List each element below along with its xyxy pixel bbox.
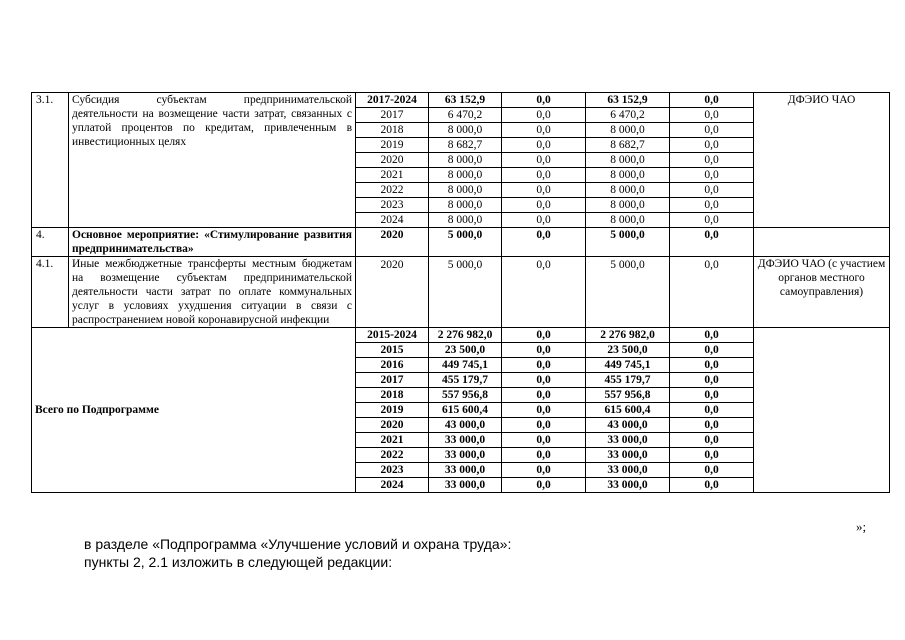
okrug-budget-cell: 43 000,0 bbox=[586, 418, 670, 433]
total-cell: 455 179,7 bbox=[429, 373, 502, 388]
other-sources-cell: 0,0 bbox=[670, 388, 754, 403]
okrug-budget-cell: 8 000,0 bbox=[586, 183, 670, 198]
okrug-budget-cell: 5 000,0 bbox=[586, 228, 670, 257]
other-sources-cell: 0,0 bbox=[670, 228, 754, 257]
year-cell: 2024 bbox=[356, 478, 429, 493]
okrug-budget-cell: 63 152,9 bbox=[586, 93, 670, 108]
okrug-budget-cell: 557 956,8 bbox=[586, 388, 670, 403]
okr-cell: 5 000,0 bbox=[586, 257, 670, 328]
total-cell: 2 276 982,0 bbox=[429, 328, 502, 343]
year-cell: 2015 bbox=[356, 343, 429, 358]
okrug-budget-cell: 6 470,2 bbox=[586, 108, 670, 123]
total-cell: 8 000,0 bbox=[429, 153, 502, 168]
okrug-budget-cell: 8 682,7 bbox=[586, 138, 670, 153]
fed-cell: 0,0 bbox=[502, 257, 586, 328]
other-sources-cell: 0,0 bbox=[670, 168, 754, 183]
total-cell: 449 745,1 bbox=[429, 358, 502, 373]
responsible-executor bbox=[754, 228, 890, 257]
total-cell: 33 000,0 bbox=[429, 448, 502, 463]
total-cell: 6 470,2 bbox=[429, 108, 502, 123]
other-sources-cell: 0,0 bbox=[670, 183, 754, 198]
total-cell: 557 956,8 bbox=[429, 388, 502, 403]
other-sources-cell: 0,0 bbox=[670, 93, 754, 108]
federal-budget-cell: 0,0 bbox=[502, 478, 586, 493]
federal-budget-cell: 0,0 bbox=[502, 183, 586, 198]
item-number: 3.1. bbox=[32, 93, 69, 228]
year-cell: 2020 bbox=[356, 228, 429, 257]
federal-budget-cell: 0,0 bbox=[502, 433, 586, 448]
total-cell: 63 152,9 bbox=[429, 93, 502, 108]
okrug-budget-cell: 8 000,0 bbox=[586, 153, 670, 168]
federal-budget-cell: 0,0 bbox=[502, 108, 586, 123]
responsible-executor bbox=[754, 328, 890, 493]
responsible-executor: ДФЭИО ЧАО bbox=[754, 93, 890, 228]
other-sources-cell: 0,0 bbox=[670, 108, 754, 123]
other-sources-cell: 0,0 bbox=[670, 343, 754, 358]
other-sources-cell: 0,0 bbox=[670, 198, 754, 213]
closing-quote-mark: »; bbox=[856, 519, 867, 534]
item-description: Субсидия субъектам предпринимательской деятельности на возмещение части затрат, связанных с уплатой процентов по кредитам, привлеченным в инвестиционных целях bbox=[69, 93, 356, 228]
total-cell: 5 000,0 bbox=[429, 257, 502, 328]
federal-budget-cell: 0,0 bbox=[502, 168, 586, 183]
year-cell: 2024 bbox=[356, 213, 429, 228]
total-cell: 8 682,7 bbox=[429, 138, 502, 153]
federal-budget-cell: 0,0 bbox=[502, 403, 586, 418]
other-sources-cell: 0,0 bbox=[670, 478, 754, 493]
okrug-budget-cell: 23 500,0 bbox=[586, 343, 670, 358]
federal-budget-cell: 0,0 bbox=[502, 343, 586, 358]
total-cell: 43 000,0 bbox=[429, 418, 502, 433]
item-number: 4.1. bbox=[32, 257, 69, 328]
total-cell: 23 500,0 bbox=[429, 343, 502, 358]
section-paragraph: в разделе «Подпрограмма «Улучшение условий и охрана труда»: bbox=[84, 536, 512, 552]
federal-budget-cell: 0,0 bbox=[502, 388, 586, 403]
total-cell: 33 000,0 bbox=[429, 463, 502, 478]
okrug-budget-cell: 33 000,0 bbox=[586, 448, 670, 463]
total-cell: 33 000,0 bbox=[429, 433, 502, 448]
federal-budget-cell: 0,0 bbox=[502, 358, 586, 373]
federal-budget-cell: 0,0 bbox=[502, 448, 586, 463]
federal-budget-cell: 0,0 bbox=[502, 418, 586, 433]
other-sources-cell: 0,0 bbox=[670, 138, 754, 153]
item-description: Иные межбюджетные трансферты местным бюджетам на возмещение субъектам предпринимательской деятельности части затрат по оплате коммунальных услуг в условиях ухудшения ситуации в связи с распространением новой коронавирусной инфекции bbox=[69, 257, 356, 328]
okrug-budget-cell: 615 600,4 bbox=[586, 403, 670, 418]
year-cell: 2021 bbox=[356, 168, 429, 183]
federal-budget-cell: 0,0 bbox=[502, 228, 586, 257]
year-cell: 2017 bbox=[356, 373, 429, 388]
table-row bbox=[32, 93, 890, 108]
okrug-budget-cell: 33 000,0 bbox=[586, 433, 670, 448]
federal-budget-cell: 0,0 bbox=[502, 463, 586, 478]
total-cell: 8 000,0 bbox=[429, 123, 502, 138]
responsible-executor: ДФЭИО ЧАО (с участием органов местного самоуправления) bbox=[754, 257, 890, 328]
federal-budget-cell: 0,0 bbox=[502, 138, 586, 153]
year-cell: 2019 bbox=[356, 138, 429, 153]
year-cell: 2015-2024 bbox=[356, 328, 429, 343]
year-cell: 2022 bbox=[356, 183, 429, 198]
okrug-budget-cell: 8 000,0 bbox=[586, 213, 670, 228]
year-cell: 2021 bbox=[356, 433, 429, 448]
table-row bbox=[32, 228, 890, 257]
other-sources-cell: 0,0 bbox=[670, 213, 754, 228]
instruction-paragraph: пункты 2, 2.1 изложить в следующей редакции: bbox=[84, 554, 393, 570]
other-sources-cell: 0,0 bbox=[670, 373, 754, 388]
year-cell: 2018 bbox=[356, 388, 429, 403]
year-cell: 2018 bbox=[356, 123, 429, 138]
year-cell: 2020 bbox=[356, 257, 429, 328]
other-sources-cell: 0,0 bbox=[670, 418, 754, 433]
total-row bbox=[32, 328, 890, 343]
okrug-budget-cell: 8 000,0 bbox=[586, 123, 670, 138]
other-sources-cell: 0,0 bbox=[670, 328, 754, 343]
year-cell: 2017 bbox=[356, 108, 429, 123]
table-row bbox=[32, 257, 890, 328]
okrug-budget-cell: 33 000,0 bbox=[586, 478, 670, 493]
federal-budget-cell: 0,0 bbox=[502, 198, 586, 213]
oth-cell: 0,0 bbox=[670, 257, 754, 328]
subprogram-total-label: Всего по Подпрограмме bbox=[32, 328, 356, 493]
okrug-budget-cell: 2 276 982,0 bbox=[586, 328, 670, 343]
other-sources-cell: 0,0 bbox=[670, 433, 754, 448]
total-cell: 8 000,0 bbox=[429, 213, 502, 228]
federal-budget-cell: 0,0 bbox=[502, 373, 586, 388]
total-cell: 8 000,0 bbox=[429, 198, 502, 213]
federal-budget-cell: 0,0 bbox=[502, 213, 586, 228]
year-cell: 2023 bbox=[356, 463, 429, 478]
okrug-budget-cell: 449 745,1 bbox=[586, 358, 670, 373]
okrug-budget-cell: 33 000,0 bbox=[586, 463, 670, 478]
other-sources-cell: 0,0 bbox=[670, 403, 754, 418]
subprogram-funding-table bbox=[31, 92, 890, 493]
federal-budget-cell: 0,0 bbox=[502, 123, 586, 138]
year-cell: 2023 bbox=[356, 198, 429, 213]
other-sources-cell: 0,0 bbox=[670, 448, 754, 463]
total-cell: 5 000,0 bbox=[429, 228, 502, 257]
okrug-budget-cell: 8 000,0 bbox=[586, 198, 670, 213]
other-sources-cell: 0,0 bbox=[670, 153, 754, 168]
other-sources-cell: 0,0 bbox=[670, 358, 754, 373]
federal-budget-cell: 0,0 bbox=[502, 153, 586, 168]
federal-budget-cell: 0,0 bbox=[502, 93, 586, 108]
year-cell: 2016 bbox=[356, 358, 429, 373]
item-number: 4. bbox=[32, 228, 69, 257]
year-cell: 2020 bbox=[356, 418, 429, 433]
total-cell: 33 000,0 bbox=[429, 478, 502, 493]
okrug-budget-cell: 8 000,0 bbox=[586, 168, 670, 183]
total-cell: 8 000,0 bbox=[429, 168, 502, 183]
year-cell: 2017-2024 bbox=[356, 93, 429, 108]
other-sources-cell: 0,0 bbox=[670, 463, 754, 478]
year-cell: 2019 bbox=[356, 403, 429, 418]
okrug-budget-cell: 455 179,7 bbox=[586, 373, 670, 388]
year-cell: 2022 bbox=[356, 448, 429, 463]
federal-budget-cell: 0,0 bbox=[502, 328, 586, 343]
total-cell: 615 600,4 bbox=[429, 403, 502, 418]
table-body bbox=[32, 93, 890, 493]
other-sources-cell: 0,0 bbox=[670, 123, 754, 138]
item-description: Основное мероприятие: «Стимулирование развития предпринимательства» bbox=[69, 228, 356, 257]
year-cell: 2020 bbox=[356, 153, 429, 168]
total-cell: 8 000,0 bbox=[429, 183, 502, 198]
